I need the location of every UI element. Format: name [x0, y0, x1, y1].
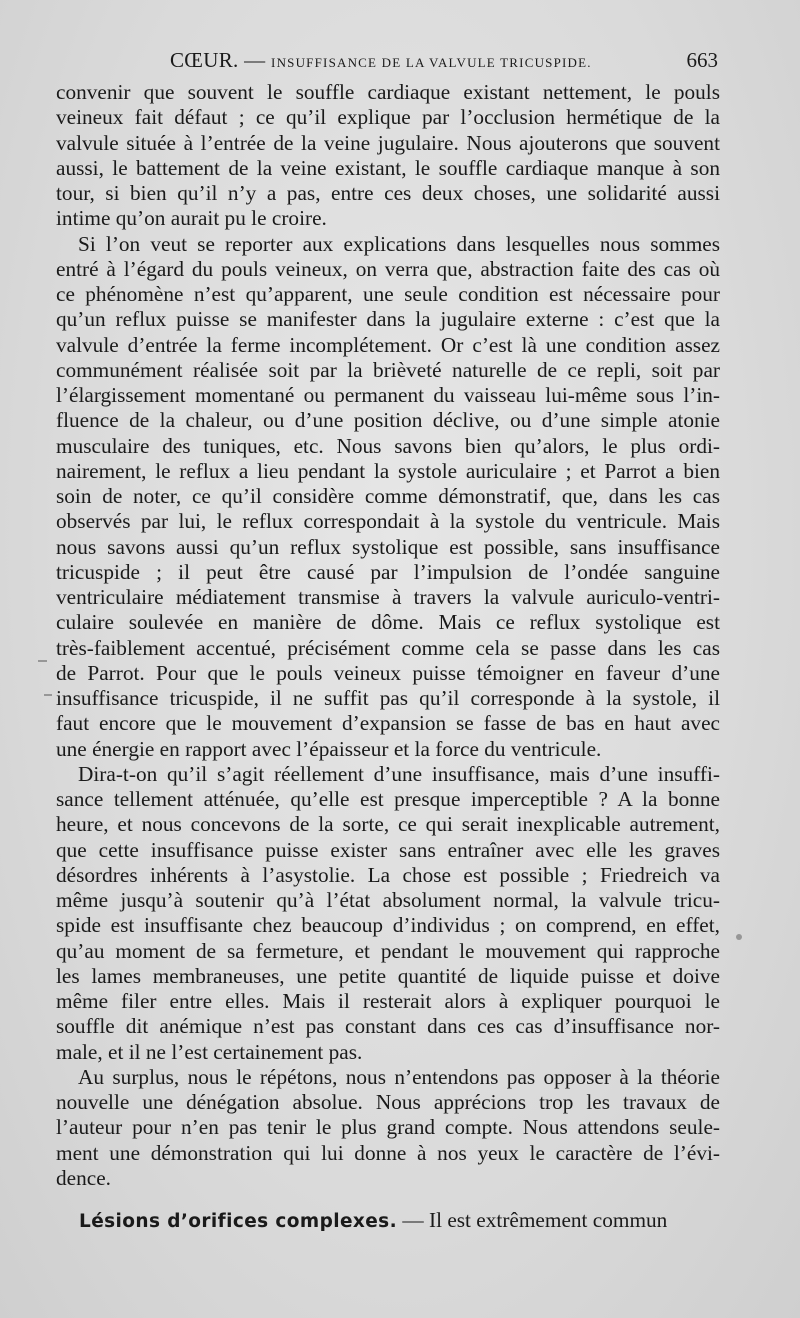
text-line: tour, si bien qu’il n’y a pas, entre ces deux choses, une solidarité aussi — [56, 181, 720, 205]
text-line: heure, et nous concevons de la sorte, ce qui serait inexplicable autrement, — [56, 812, 720, 837]
paragraph — [56, 232, 720, 762]
section-dash: — — [402, 1208, 424, 1232]
text-line: intime qu’on aurait pu le croire. — [56, 206, 327, 231]
running-title-rest: INSUFFISANCE DE LA VALVULE TRICUSPIDE. — [271, 55, 592, 70]
paragraph — [56, 1065, 720, 1191]
text-line: qu’un reflux puisse se manifester dans la jugulaire externe : c’est que la — [56, 307, 720, 332]
running-title — [170, 48, 592, 73]
section-heading: Lésions d’orifices complexes. — [79, 1211, 398, 1232]
text-line: même filer entre elles. Mais il resterait alors à expliquer pourquoi le — [56, 989, 720, 1013]
text-line: insuffisance tricuspide, il ne suffit pas qu’il corresponde à la systole, il — [56, 686, 720, 710]
text-line: même jusqu’à soutenir qu’à l’état absolument normal, la valvule tricu- — [56, 888, 720, 912]
text-line: faut encore que le mouvement d’expansion se fasse de bas en haut avec — [56, 711, 720, 736]
text-line: Si l’on veut se reporter aux explications dans lesquelles nous sommes — [78, 231, 720, 256]
text-line: musculaire des tuniques, etc. Nous savons bien qu’alors, le plus ordi- — [56, 433, 720, 458]
text-line: convenir que souvent le souffle cardiaque existant nettement, le pouls — [56, 80, 720, 104]
text-line: male, et il ne l’est certainement pas. — [56, 1039, 363, 1064]
text-line: valvule située à l’entrée de la veine jugulaire. Nous ajouterons que souvent — [56, 130, 720, 155]
text-line: observés par lui, le reflux correspondait à la systole du ventricule. Mais — [56, 509, 720, 534]
text-line: Dira-t-on qu’il s’agit réellement d’une insuffisance, mais d’une insuffi- — [78, 761, 720, 786]
margin-mark — [736, 934, 742, 940]
text-line: nairement, le reflux a lieu pendant la systole auriculaire ; et Parrot a bien — [56, 458, 720, 483]
text-line: qu’au moment de sa fermeture, et pendant le mouvement qui rapproche — [56, 938, 720, 963]
text-line: tricuspide ; il peut être causé par l’impulsion de l’ondée sanguine — [56, 559, 720, 584]
text-line: désordres inhérents à l’asystolie. La chose est possible ; Friedreich va — [56, 862, 720, 887]
text-line: soin de noter, ce qu’il considère comme démonstratif, que, dans les cas — [56, 484, 720, 508]
running-title-dash: — — [244, 48, 266, 72]
section-start — [79, 1207, 719, 1235]
margin-mark — [44, 694, 52, 696]
text-line: que cette insuffisance puisse exister sans entraîner avec elle les graves — [56, 837, 720, 862]
text-line: l’auteur pour n’en pas tenir le plus grand compte. Nous attendons seule- — [56, 1115, 720, 1140]
margin-mark — [38, 660, 47, 662]
text-line: très-faiblement accentué, précisément comme cela se passe dans les cas — [56, 635, 720, 660]
text-line: sance tellement atténuée, qu’elle est presque imperceptible ? A la bonne — [56, 787, 720, 811]
text-line: spide est insuffisante chez beaucoup d’individus ; on comprend, en effet, — [56, 913, 720, 938]
text-line: de Parrot. Pour que le pouls veineux puisse témoigner en faveur d’une — [56, 660, 720, 685]
text-line: aussi, le battement de la veine existant, le souffle cardiaque manque à son — [56, 155, 720, 180]
text-line: souffle dit anémique n’est pas constant dans ces cas d’insuffisance nor- — [56, 1014, 720, 1039]
text-line: valvule d’entrée la ferme incomplétement. Or c’est là une condition assez — [56, 332, 720, 357]
text-line: nous savons aussi qu’un reflux systolique est possible, sans insuffisance — [56, 534, 720, 559]
text-line: communément réalisée soit par la brièveté naturelle de ce repli, soit par — [56, 357, 720, 382]
text-line: veineux fait défaut ; ce qu’il explique par l’occlusion hermétique de la — [56, 105, 720, 130]
text-line: ventriculaire médiatement transmise à travers la valvule auriculo-ventri- — [56, 585, 720, 609]
paragraph — [56, 80, 720, 232]
text-line: ment une démonstration qui lui donne à nos yeux le caractère de l’évi- — [56, 1140, 720, 1165]
page-number: 663 — [686, 48, 718, 72]
text-line: Au surplus, nous le répétons, nous n’entendons pas opposer à la théorie — [78, 1064, 720, 1089]
text-body — [56, 80, 720, 1191]
paragraph — [56, 762, 720, 1065]
text-line: l’élargissement momentané ou permanent du vaisseau lui-même sous l’in- — [56, 383, 720, 407]
text-line: dence. — [56, 1165, 111, 1190]
text-line: fluence de la chaleur, ou d’une position déclive, ou d’une simple atonie — [56, 408, 720, 433]
text-line: nouvelle une dénégation absolue. Nous apprécions trop les travaux de — [56, 1090, 720, 1114]
text-line: ce phénomène n’est qu’apparent, une seule condition est nécessaire pour — [56, 282, 720, 306]
text-line: une énergie en rapport avec l’épaisseur et la force du ventricule. — [56, 736, 602, 761]
text-line: culaire soulevée en manière de dôme. Mais ce reflux systolique est — [56, 610, 720, 635]
running-header — [56, 48, 720, 72]
text-line: entré à l’égard du pouls veineux, on verra que, abstraction faite des cas où — [56, 256, 720, 281]
section-text: Il est extrêmement commun — [428, 1208, 668, 1232]
text-line: les lames membraneuses, une petite quantité de liquide puisse et doive — [56, 963, 720, 988]
running-title-main: CŒUR. — [170, 48, 239, 72]
